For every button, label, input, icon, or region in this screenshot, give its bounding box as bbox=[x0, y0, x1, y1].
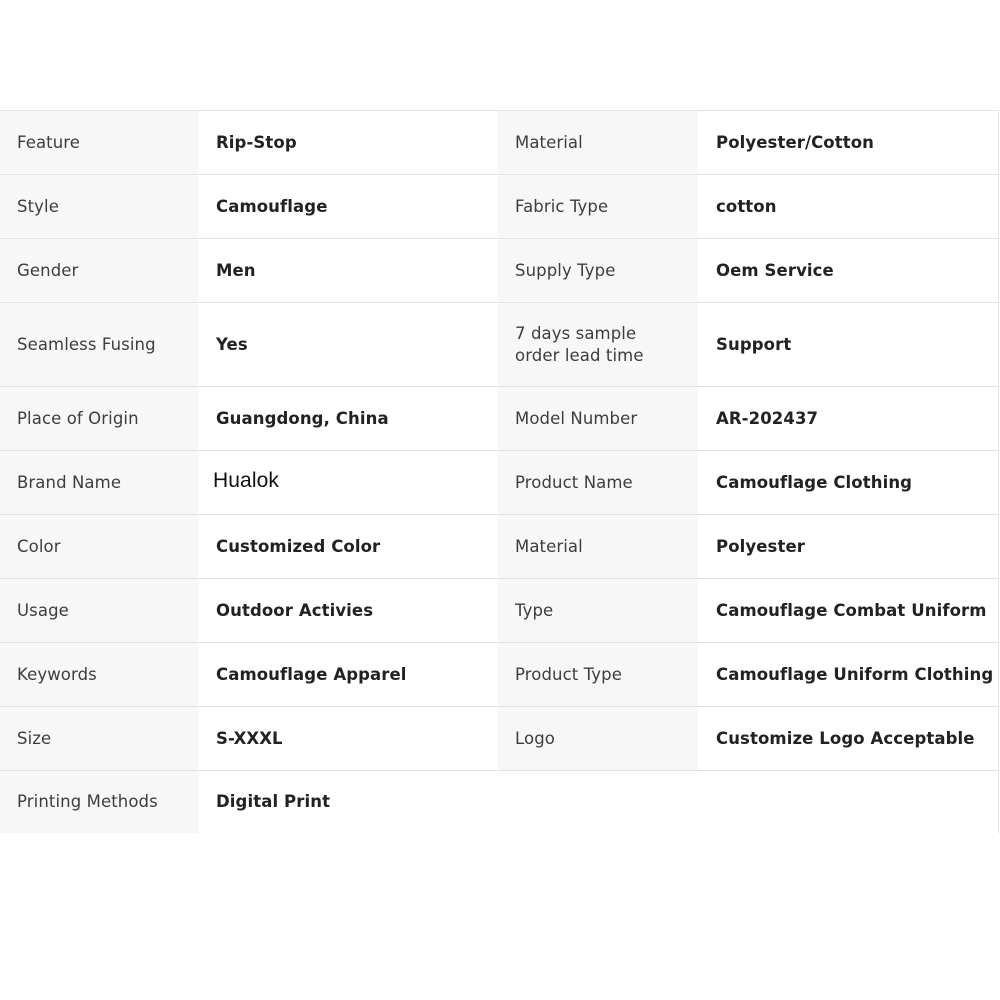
spec-label-seamless-fusing: Seamless Fusing bbox=[0, 303, 198, 386]
spec-label-size: Size bbox=[0, 707, 198, 770]
spec-value-fabric-type: cotton bbox=[698, 175, 998, 238]
spec-label-keywords: Keywords bbox=[0, 643, 198, 706]
empty-cell bbox=[698, 771, 998, 833]
spec-label-logo: Logo bbox=[498, 707, 698, 770]
spec-value-type: Camouflage Combat Uniform bbox=[698, 579, 998, 642]
spec-value-logo: Customize Logo Acceptable bbox=[698, 707, 998, 770]
table-row bbox=[0, 303, 998, 387]
spec-value-keywords: Camouflage Apparel bbox=[198, 643, 498, 706]
table-row bbox=[0, 451, 998, 515]
spec-label-product-name: Product Name bbox=[498, 451, 698, 514]
spec-label-fabric-type: Fabric Type bbox=[498, 175, 698, 238]
spec-label-brand-name: Brand Name bbox=[0, 451, 198, 514]
spec-label-gender: Gender bbox=[0, 239, 198, 302]
spec-value-gender: Men bbox=[198, 239, 498, 302]
table-row bbox=[0, 239, 998, 303]
spec-label-place-of-origin: Place of Origin bbox=[0, 387, 198, 450]
spec-value-material: Polyester/Cotton bbox=[698, 111, 998, 174]
table-row bbox=[0, 515, 998, 579]
spec-value-supply-type: Oem Service bbox=[698, 239, 998, 302]
table-row bbox=[0, 771, 998, 833]
spec-value-product-name: Camouflage Clothing bbox=[698, 451, 998, 514]
spec-label-printing-methods: Printing Methods bbox=[0, 771, 198, 833]
spec-value-brand-name: Hualok bbox=[198, 451, 498, 514]
spec-label-product-type: Product Type bbox=[498, 643, 698, 706]
specifications-table bbox=[0, 110, 999, 833]
spec-label-sample-lead-time: 7 days sample order lead time bbox=[498, 303, 698, 386]
spec-value-printing-methods: Digital Print bbox=[198, 771, 498, 833]
spec-value-style: Camouflage bbox=[198, 175, 498, 238]
spec-value-color: Customized Color bbox=[198, 515, 498, 578]
spec-value-place-of-origin: Guangdong, China bbox=[198, 387, 498, 450]
spec-value-size: S-XXXL bbox=[198, 707, 498, 770]
table-row bbox=[0, 175, 998, 239]
empty-cell bbox=[498, 771, 698, 833]
spec-value-usage: Outdoor Activies bbox=[198, 579, 498, 642]
spec-label-color: Color bbox=[0, 515, 198, 578]
spec-value-sample-lead-time: Support bbox=[698, 303, 998, 386]
spec-label-material-2: Material bbox=[498, 515, 698, 578]
spec-label-model-number: Model Number bbox=[498, 387, 698, 450]
table-row bbox=[0, 643, 998, 707]
spec-label-style: Style bbox=[0, 175, 198, 238]
table-row bbox=[0, 111, 998, 175]
spec-value-feature: Rip-Stop bbox=[198, 111, 498, 174]
table-row bbox=[0, 387, 998, 451]
spec-label-material: Material bbox=[498, 111, 698, 174]
spec-value-product-type: Camouflage Uniform Clothing bbox=[698, 643, 998, 706]
table-row bbox=[0, 707, 998, 771]
spec-label-usage: Usage bbox=[0, 579, 198, 642]
spec-label-supply-type: Supply Type bbox=[498, 239, 698, 302]
spec-label-feature: Feature bbox=[0, 111, 198, 174]
spec-value-seamless-fusing: Yes bbox=[198, 303, 498, 386]
table-row bbox=[0, 579, 998, 643]
spec-value-material-2: Polyester bbox=[698, 515, 998, 578]
spec-value-model-number: AR-202437 bbox=[698, 387, 998, 450]
spec-label-type: Type bbox=[498, 579, 698, 642]
